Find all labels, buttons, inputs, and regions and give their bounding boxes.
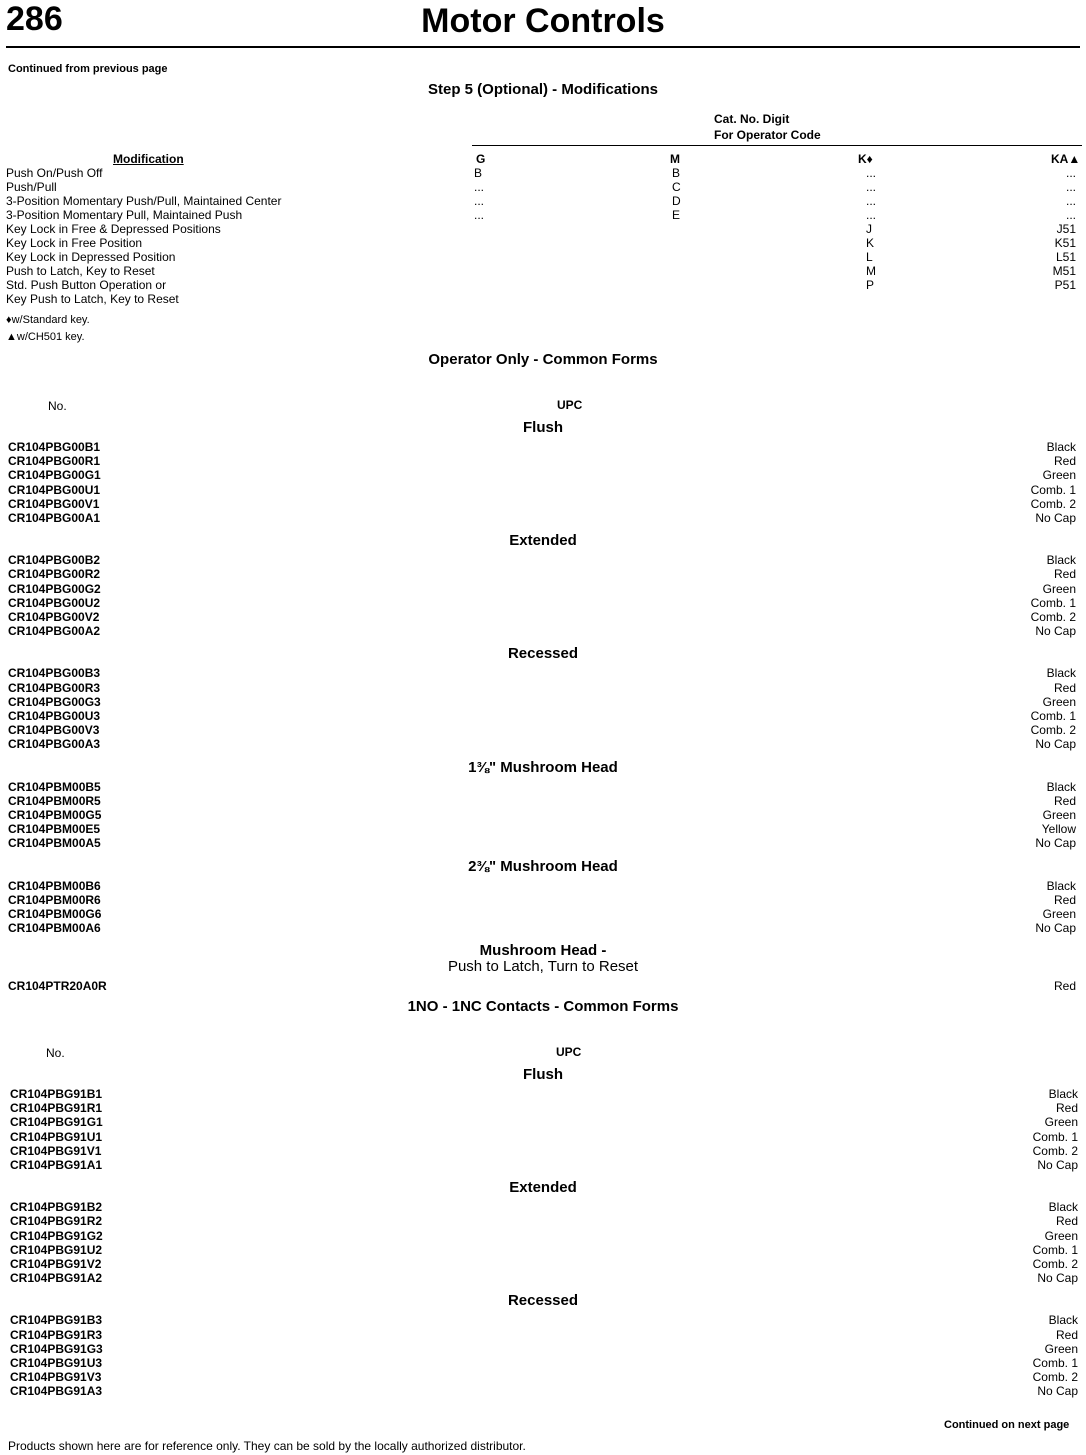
cap-color: Comb. 1 [1030, 482, 1076, 497]
group-heading: 1⅜" Mushroom Head [468, 758, 618, 776]
cap-color: Green [1042, 907, 1076, 921]
op-col-upc-header: UPC [557, 398, 583, 412]
mod-label: Key Lock in Free & Depressed Positions [6, 222, 221, 236]
cap-color: Red [1055, 1101, 1078, 1116]
mod-label: Push On/Push Off [6, 166, 103, 180]
cap-color: Black [1048, 1200, 1078, 1215]
cap-color: Yellow [1041, 822, 1076, 837]
catalog-number: CR104PBM00A5 [8, 836, 101, 851]
cap-color: Red [1053, 979, 1076, 994]
mod-ka: M51 [1052, 264, 1076, 278]
cap-color: Green [1044, 1341, 1078, 1356]
catalog-number: CR104PBG91V1 [10, 1143, 102, 1158]
cap-color: Comb. 1 [1032, 1129, 1078, 1144]
catalog-number: CR104PBG00R3 [8, 680, 101, 695]
mod-k: ... [866, 180, 877, 194]
group-heading-line2: Push to Latch, Turn to Reset [447, 958, 639, 976]
mod-k: P [866, 278, 875, 292]
catalog-number: CR104PBG91R1 [10, 1101, 103, 1116]
cap-color: Comb. 1 [1030, 709, 1076, 723]
cap-color: No Cap [1035, 737, 1076, 752]
cap-color: No Cap [1035, 511, 1076, 525]
mod-k: ... [866, 166, 877, 180]
cap-color: Green [1044, 1115, 1078, 1130]
mod-label: Std. Push Button Operation or [6, 278, 167, 292]
mod-ka: ... [1065, 208, 1076, 222]
mod-label: 3-Position Momentary Pull, Maintained Push [6, 208, 243, 222]
header-rule [6, 46, 1080, 48]
catalog-number: CR104PBM00B5 [8, 779, 101, 794]
cap-color: Comb. 2 [1032, 1143, 1078, 1158]
cap-color: No Cap [1037, 1158, 1078, 1172]
mod-g: ... [474, 180, 485, 194]
page-number: 286 [6, 0, 63, 38]
cap-color: Red [1053, 793, 1076, 808]
catalog-number: CR104PBG00U2 [8, 595, 101, 610]
mod-m: E [672, 208, 681, 222]
mod-label: Key Lock in Free Position [6, 236, 143, 250]
cap-color: Black [1046, 666, 1076, 681]
catalog-number: CR104PBG91U3 [10, 1356, 103, 1370]
group-heading: Recessed [507, 645, 579, 663]
mod-label: Key Push to Latch, Key to Reset [6, 292, 179, 306]
catalog-number: CR104PBG91R2 [10, 1214, 103, 1229]
catalog-number: CR104PBG00A3 [8, 737, 101, 752]
mod-m: C [672, 180, 681, 194]
mod-m: D [672, 194, 681, 208]
mod-k: K [866, 236, 875, 250]
cap-color: Red [1053, 892, 1076, 907]
catalog-number: CR104PBG00B1 [8, 440, 101, 454]
operator-only-title: Operator Only - Common Forms [428, 351, 658, 368]
mod-ka: ... [1065, 194, 1076, 208]
mod-ka: ... [1065, 166, 1076, 180]
header-rule-thin [472, 145, 1082, 146]
ct-col-no-header: No. [46, 1046, 65, 1060]
cap-color: Green [1042, 468, 1076, 483]
catalog-number: CR104PBG91A2 [10, 1271, 103, 1286]
catalog-number: CR104PBM00E5 [8, 822, 101, 837]
cap-color: Black [1046, 440, 1076, 454]
catalog-number: CR104PBM00G6 [8, 907, 102, 921]
cap-color: Red [1055, 1214, 1078, 1229]
catalog-number: CR104PBG91B1 [10, 1087, 103, 1101]
catalog-number: CR104PBG00V3 [8, 723, 100, 738]
cap-color: Comb. 1 [1030, 595, 1076, 610]
mod-label: 3-Position Momentary Push/Pull, Maintained Center [6, 194, 282, 208]
mod-m: B [672, 166, 681, 180]
catalog-number: CR104PBG00R2 [8, 567, 101, 582]
cap-color: Green [1044, 1228, 1078, 1243]
note-standard-key: ♦w/Standard key. [6, 314, 90, 326]
cap-color: No Cap [1037, 1271, 1078, 1286]
group-heading: 2⅜" Mushroom Head [468, 857, 618, 875]
catalog-number: CR104PBG91G2 [10, 1228, 103, 1243]
col-g-header: G [476, 152, 486, 166]
mod-g: ... [474, 208, 485, 222]
mod-ka: P51 [1054, 278, 1076, 292]
catalog-number: CR104PBG91B2 [10, 1200, 103, 1215]
catalog-number: CR104PBM00R5 [8, 793, 101, 808]
disclaimer: Products shown here are for reference only. They can be sold by the locally authorized distributor. [8, 1439, 526, 1453]
cap-color: Black [1046, 779, 1076, 794]
catalog-number: CR104PBM00R6 [8, 892, 101, 907]
group-heading: Extended [509, 532, 577, 550]
group-heading: Flush [523, 1066, 563, 1083]
catalog-number: CR104PBG91B3 [10, 1313, 103, 1328]
catalog-number: CR104PBG00B3 [8, 666, 101, 681]
catalog-number: CR104PBG00V1 [8, 496, 100, 511]
cap-color: Red [1053, 680, 1076, 695]
op-col-no-header: No. [48, 399, 67, 413]
catalog-number: CR104PBG00G1 [8, 468, 101, 483]
mod-label: Key Lock in Depressed Position [6, 250, 176, 264]
col-m-header: M [670, 152, 680, 166]
catalog-number: CR104PBM00G5 [8, 808, 102, 822]
continued-on-note: Continued on next page [944, 1419, 1070, 1431]
catalog-number: CR104PBG00G3 [8, 694, 101, 709]
catalog-number: CR104PBG00A2 [8, 624, 101, 639]
catalog-number: CR104PBG91R3 [10, 1327, 103, 1342]
cap-color: Comb. 1 [1032, 1242, 1078, 1257]
cap-color: No Cap [1035, 624, 1076, 639]
cap-color: Green [1042, 808, 1076, 822]
continued-from-note: Continued from previous page [8, 63, 168, 75]
catalog-number: CR104PBG91A1 [10, 1158, 103, 1172]
mod-ka: K51 [1054, 236, 1076, 250]
modification-column-header: Modification [113, 152, 184, 166]
mod-k: J [866, 222, 872, 236]
catalog-number: CR104PBM00B6 [8, 878, 101, 893]
catalog-number: CR104PBG91G1 [10, 1115, 103, 1130]
catalog-number: CR104PBG00V2 [8, 610, 100, 624]
group-heading: Mushroom Head - [479, 942, 607, 960]
note-ch501-key: ▲w/CH501 key. [6, 331, 85, 343]
catalog-number: CR104PBG91G3 [10, 1341, 103, 1356]
cap-color: Comb. 2 [1030, 610, 1076, 624]
cat-no-digit-header: Cat. No. Digit [714, 112, 790, 126]
cap-color: Black [1048, 1313, 1078, 1328]
catalog-number: CR104PBG91U2 [10, 1242, 103, 1257]
catalog-number: CR104PBG91V3 [10, 1370, 102, 1385]
mod-label: Push to Latch, Key to Reset [6, 264, 155, 278]
mod-k: M [866, 264, 876, 278]
catalog-number: CR104PBM00A6 [8, 921, 101, 936]
catalog-number: CR104PBG00U3 [8, 709, 101, 723]
col-k-header: K♦ [858, 152, 873, 166]
ct-col-upc-header: UPC [556, 1045, 582, 1059]
operator-code-header: For Operator Code [714, 128, 821, 142]
catalog-number: CR104PBG00G2 [8, 581, 101, 596]
group-heading: Extended [509, 1179, 577, 1197]
cap-color: Black [1046, 878, 1076, 893]
group-heading: Flush [523, 419, 563, 436]
mod-label: Push/Pull [6, 180, 57, 194]
catalog-number: CR104PBG91U1 [10, 1129, 103, 1144]
catalog-number: CR104PBG91A3 [10, 1384, 103, 1399]
cap-color: Green [1042, 581, 1076, 596]
catalog-number: CR104PBG91V2 [10, 1257, 102, 1271]
catalog-number: CR104PBG00R1 [8, 454, 101, 469]
mod-g: B [474, 166, 483, 180]
catalog-number: CR104PBG00A1 [8, 511, 101, 525]
catalog-number: CR104PTR20A0R [8, 979, 107, 994]
mod-ka: L51 [1055, 250, 1076, 264]
cap-color: No Cap [1035, 921, 1076, 936]
group-heading: Recessed [507, 1292, 579, 1310]
cap-color: No Cap [1035, 836, 1076, 851]
cap-color: Comb. 2 [1030, 723, 1076, 738]
mod-ka: J51 [1056, 222, 1076, 236]
cap-color: Black [1046, 553, 1076, 568]
cap-color: Comb. 2 [1032, 1370, 1078, 1385]
cap-color: Green [1042, 694, 1076, 709]
cap-color: Comb. 2 [1032, 1257, 1078, 1271]
contacts-title: 1NO - 1NC Contacts - Common Forms [407, 998, 679, 1015]
cap-color: Comb. 1 [1032, 1356, 1078, 1370]
mod-g: ... [474, 194, 485, 208]
cap-color: Red [1053, 567, 1076, 582]
catalog-number: CR104PBG00B2 [8, 553, 101, 568]
mod-k: L [866, 250, 873, 264]
step5-title: Step 5 (Optional) - Modifications [428, 81, 658, 98]
mod-k: ... [866, 208, 877, 222]
catalog-number: CR104PBG00U1 [8, 482, 101, 497]
cap-color: Comb. 2 [1030, 496, 1076, 511]
mod-ka: ... [1065, 180, 1076, 194]
page-title: Motor Controls [421, 2, 665, 40]
mod-k: ... [866, 194, 877, 208]
cap-color: Red [1055, 1327, 1078, 1342]
cap-color: Red [1053, 454, 1076, 469]
col-ka-header: KA▲ [1051, 152, 1081, 166]
cap-color: Black [1048, 1087, 1078, 1101]
cap-color: No Cap [1037, 1384, 1078, 1399]
